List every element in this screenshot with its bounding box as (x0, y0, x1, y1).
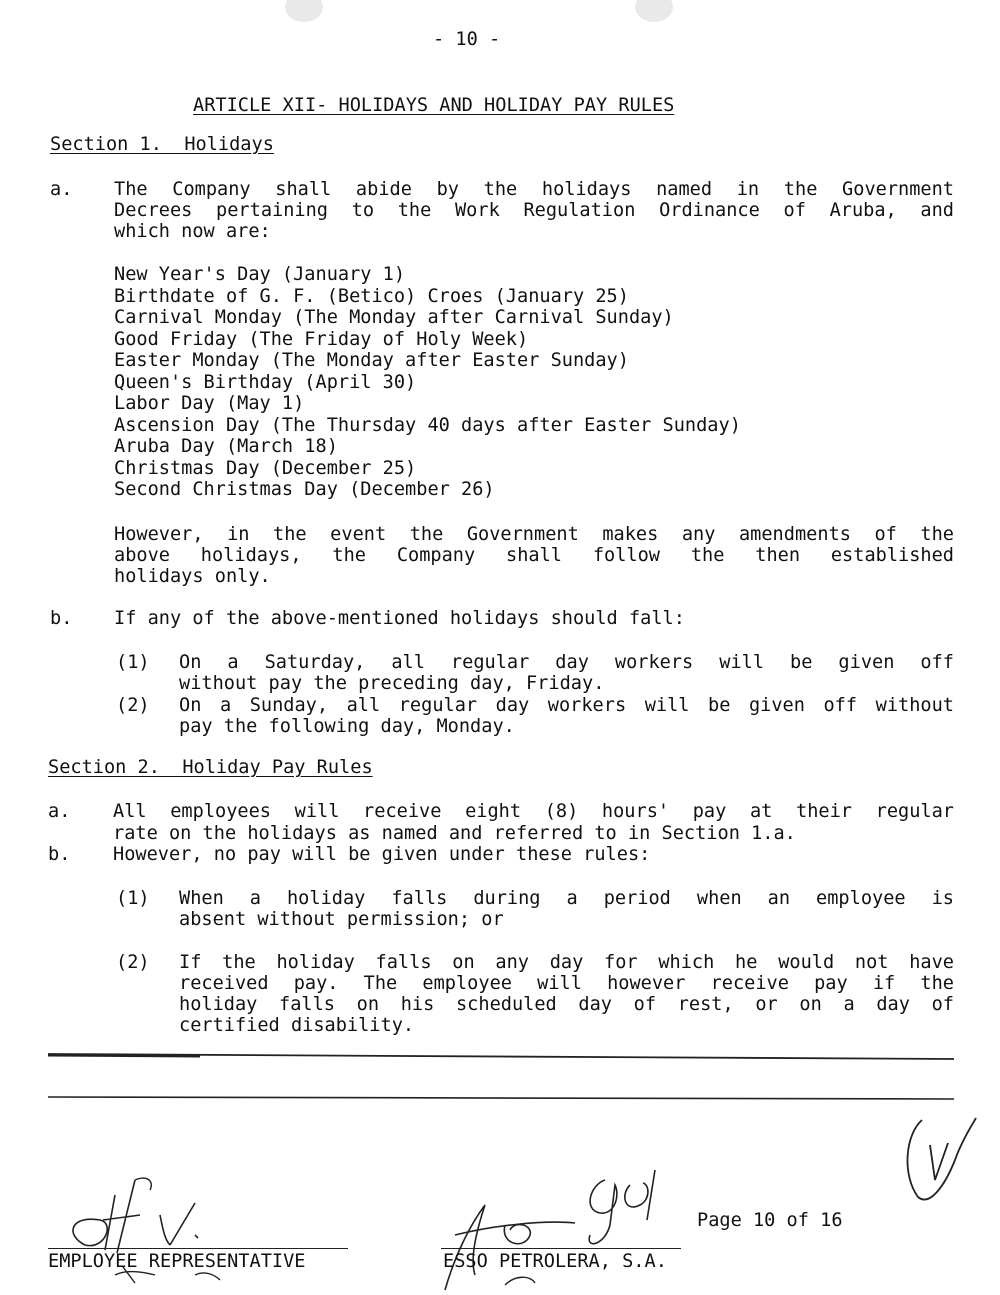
subitem-number: (2) (116, 952, 150, 973)
paragraph-line: However, in the event the Government makes any amendments of the (114, 524, 954, 545)
list-item: Ascension Day (The Thursday 40 days after Easter Sunday) (114, 414, 741, 436)
paragraph-line: If any of the above-mentioned holidays should fall: (114, 608, 685, 629)
company-signature (415, 1165, 695, 1295)
item-marker-a: a. (48, 801, 71, 822)
page-number: - 10 - (433, 29, 501, 50)
list-item: Second Christmas Day (December 26) (114, 479, 495, 500)
item-marker-b: b. (50, 608, 73, 629)
paragraph-line: above holidays, the Company shall follow the then established (114, 545, 954, 566)
signature-line-employee (48, 1248, 348, 1249)
initials-mark (900, 1115, 980, 1205)
list-item: Good Friday (The Friday of Holy Week) (114, 328, 529, 350)
paragraph-line: If the holiday falls on any day for which he would not have (179, 952, 954, 973)
paragraph-line: However, no pay will be given under these rules: (113, 844, 651, 865)
item-marker-a: a. (50, 179, 73, 200)
subitem-number: (2) (116, 695, 150, 716)
list-item: Carnival Monday (The Monday after Carnival Sunday) (114, 307, 674, 328)
page-label: Page 10 of 16 (697, 1210, 843, 1231)
company-label: ESSO PETROLERA, S.A. (443, 1251, 667, 1272)
list-item: Christmas Day (December 25) (114, 457, 417, 479)
paragraph-line: The Company shall abide by the holidays named in the Government (114, 179, 954, 200)
article-title: ARTICLE XII- HOLIDAYS AND HOLIDAY PAY RULES (193, 95, 675, 116)
employee-representative-label: EMPLOYEE REPRESENTATIVE (48, 1251, 306, 1272)
list-item: Queen's Birthday (April 30) (114, 371, 417, 393)
subitem-number: (1) (116, 652, 150, 673)
paragraph-line: absent without permission; or (179, 909, 504, 930)
signature-line-company (441, 1248, 681, 1249)
paragraph-line: On a Sunday, all regular day workers will be given off without (179, 695, 954, 716)
list-item: Labor Day (May 1) (114, 393, 305, 414)
list-item: New Year's Day (January 1) (114, 264, 406, 285)
list-item: Easter Monday (The Monday after Easter Sunday) (114, 350, 629, 371)
paragraph-line: certified disability. (179, 1015, 415, 1036)
paragraph-line: holidays only. (114, 566, 271, 587)
paragraph-line: received pay. The employee will however receive pay if the (179, 973, 954, 994)
paragraph-line: pay the following day, Monday. (179, 716, 515, 737)
punch-hole-left (285, 0, 323, 22)
section-1-heading: Section 1. Holidays (50, 134, 274, 155)
paragraph-line: Decrees pertaining to the Work Regulation Ordinance of Aruba, and (114, 200, 954, 221)
item-marker-b: b. (48, 844, 71, 865)
subitem-number: (1) (116, 888, 150, 909)
end-rule (0, 1045, 1000, 1105)
paragraph-line: All employees will receive eight (8) hours' pay at their regular (113, 801, 954, 822)
list-item: Aruba Day (March 18) (114, 436, 338, 457)
paragraph-line: rate on the holidays as named and referred to in Section 1.a. (113, 823, 796, 844)
section-2-heading: Section 2. Holiday Pay Rules (48, 757, 373, 778)
paragraph-line: without pay the preceding day, Friday. (179, 673, 605, 694)
list-item: Birthdate of G. F. (Betico) Croes (January 25) (114, 285, 629, 307)
paragraph-line: When a holiday falls during a period when an employee is (179, 888, 954, 909)
paragraph-line: On a Saturday, all regular day workers will be given off (179, 652, 954, 673)
paragraph-line: which now are: (114, 221, 271, 242)
paragraph-line: holiday falls on his scheduled day of rest, or on a day of (179, 994, 954, 1015)
punch-hole-right (635, 0, 673, 22)
